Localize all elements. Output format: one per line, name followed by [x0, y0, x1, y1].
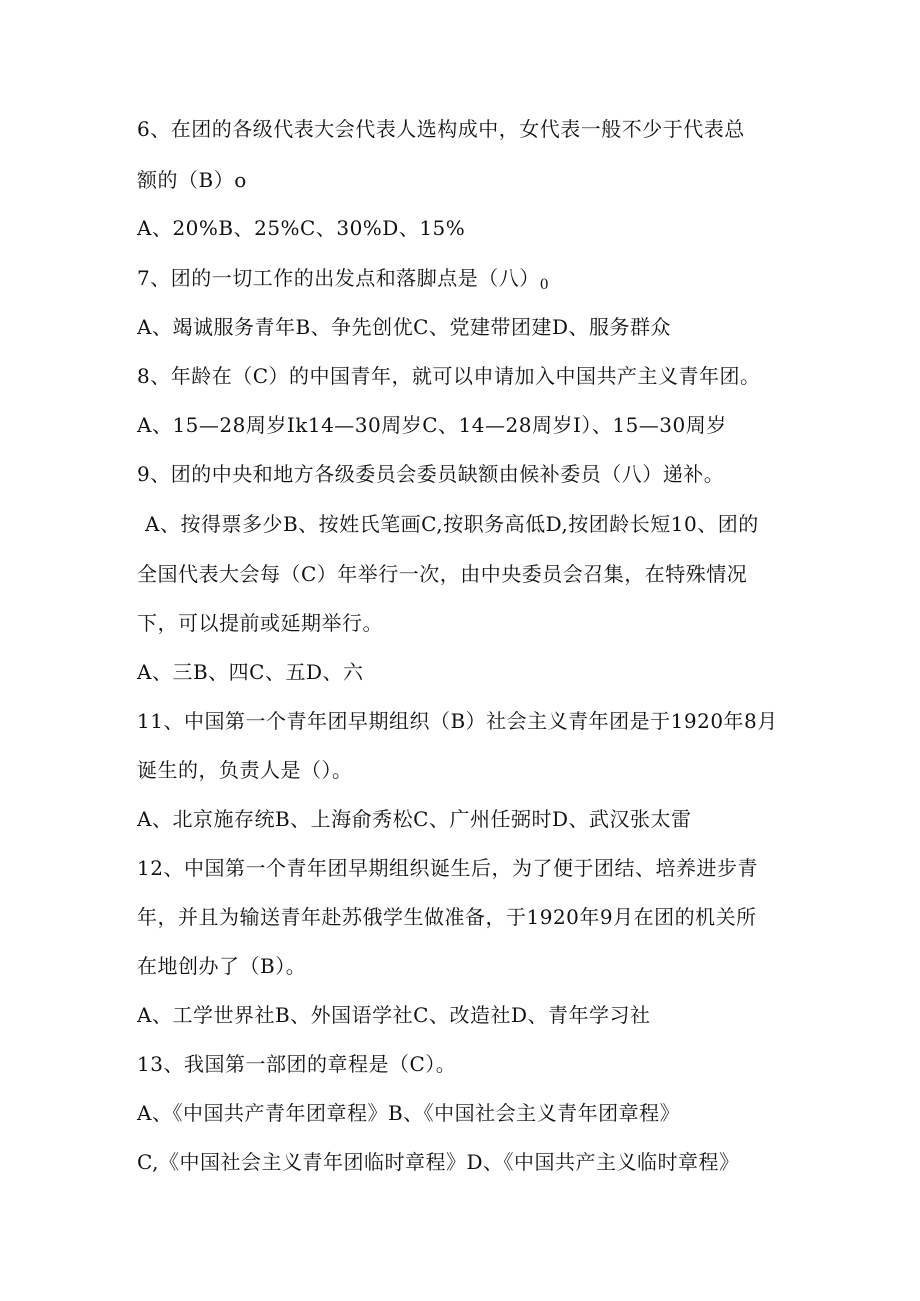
question-9-line: 9、团的中央和地方各级委员会委员缺额由候补委员（八）递补。: [137, 462, 725, 486]
question-7-options: A、竭诚服务青年B、争先创优C、党建带团建D、服务群众: [137, 315, 671, 339]
question-10-options: A、三B、四C、五D、六: [137, 660, 364, 684]
question-7-suffix: 0: [539, 277, 550, 293]
question-13-options-1: A、《中国共产青年团章程》B、《中国社会主义青年团章程》: [137, 1101, 681, 1125]
question-9-options: A、按得票多少B、按姓氏笔画C,按职务高低D,按团龄长短10、团的: [145, 512, 759, 536]
question-11-line-1: 11、中国第一个青年团早期组织（B）社会主义青年团是于1920年8月: [137, 709, 778, 733]
question-12-options: A、工学世界社B、外国语学社C、改造社D、青年学习社: [137, 1003, 651, 1027]
question-11-line-2: 诞生的，负责人是（）。: [137, 758, 353, 782]
question-7-text: 7、团的一切工作的出发点和落脚点是（八）: [137, 266, 540, 290]
question-11-options: A、北京施存统B、上海俞秀松C、广州任弼时D、武汉张太雷: [137, 807, 692, 831]
question-13-line: 13、我国第一部团的章程是（C）。: [137, 1052, 457, 1076]
question-12-line-1: 12、中国第一个青年团早期组织诞生后，为了便于团结、培养进步青: [137, 856, 758, 880]
question-10-line-2: 全国代表大会每（C）年举行一次，由中央委员会召集，在特殊情况: [137, 562, 748, 586]
question-6-options: A、20%B、25%C、30%D、15%: [137, 216, 466, 240]
question-8-line: 8、年龄在（C）的中国青年，就可以申请加入中国共产主义青年团。: [137, 364, 761, 388]
question-12-line-3: 在地创办了（B）。: [137, 954, 307, 978]
question-8-options: A、15—28周岁Ik14—30周岁C、14—28周岁I）、15—30周岁: [137, 413, 727, 437]
question-6-line-1: 6、在团的各级代表大会代表人选构成中，女代表一般不少于代表总: [137, 117, 745, 141]
question-10-line-3: 下，可以提前或延期举行。: [137, 611, 383, 635]
question-6-line-2: 额的（B）o: [137, 168, 247, 192]
question-7-line: [137, 264, 797, 299]
question-13-options-2: C,《中国社会主义青年团临时章程》D、《中国共产主义临时章程》: [137, 1150, 740, 1174]
question-12-line-2: 年，并且为输送青年赴苏俄学生做准备，于1920年9月在团的机关所: [137, 905, 757, 929]
